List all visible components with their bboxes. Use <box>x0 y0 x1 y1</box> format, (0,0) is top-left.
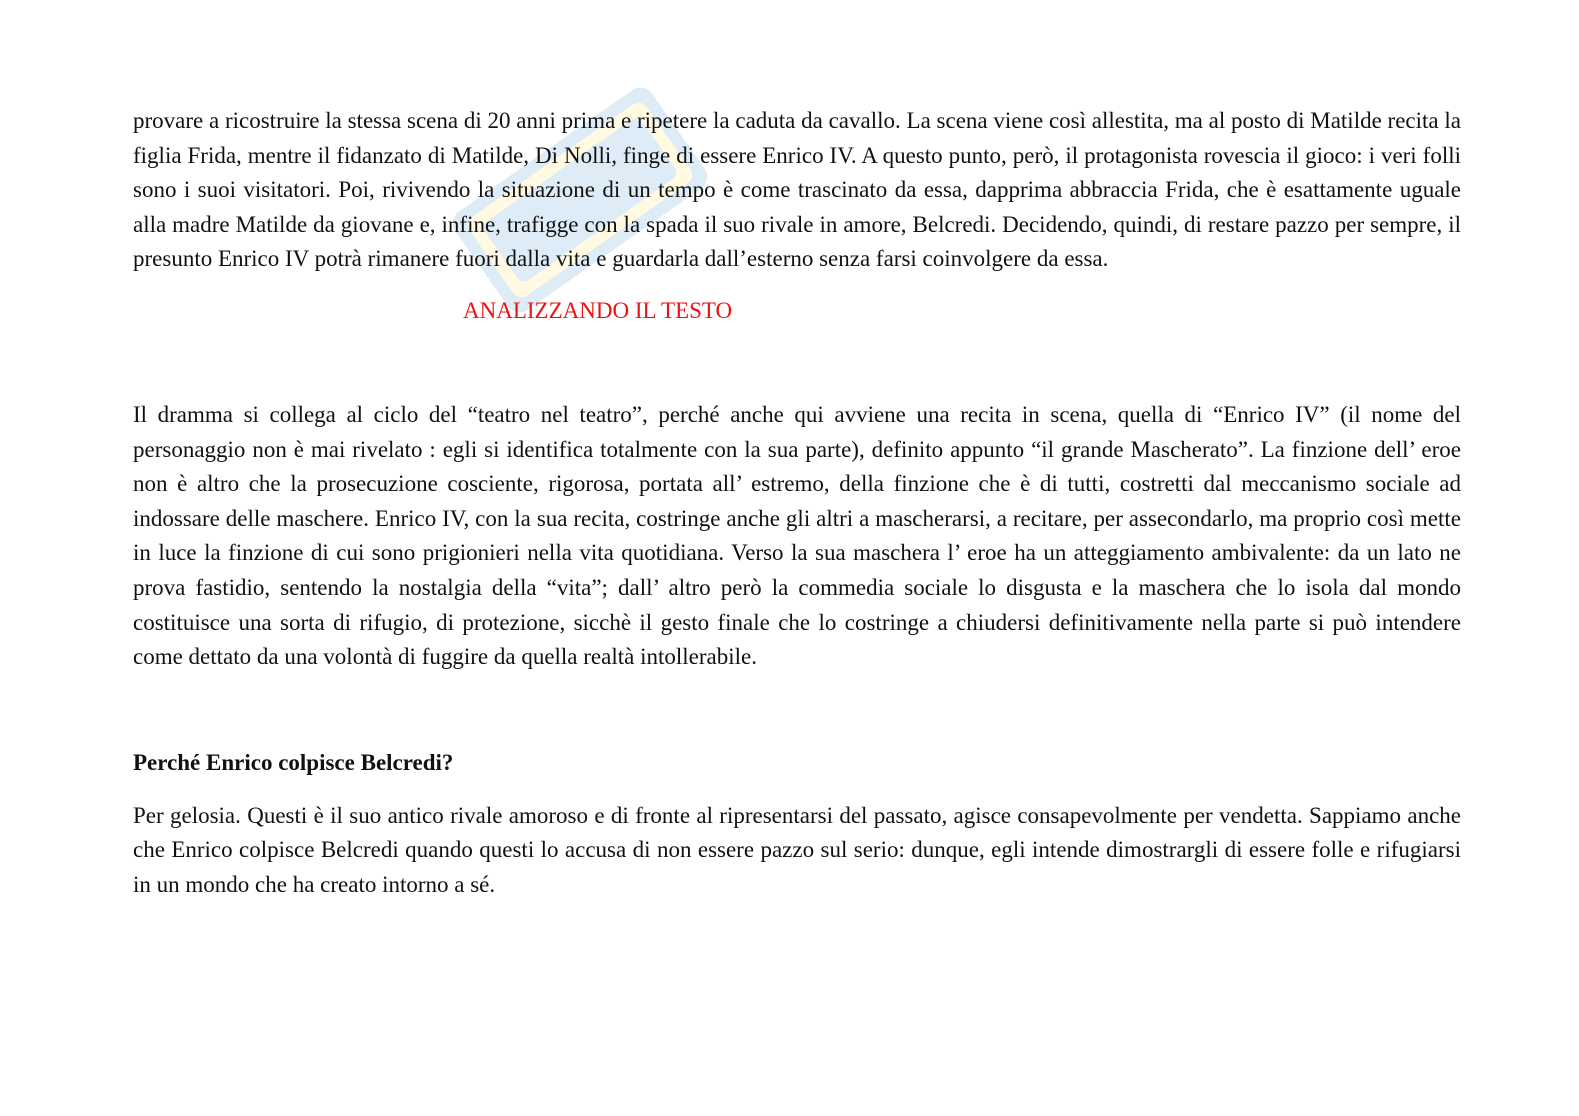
paragraph-plot-summary: provare a ricostruire la stessa scena di 20 anni prima e ripetere la caduta da cavallo. La scena viene così allestita, ma al posto di Matilde recita la figlia Frida, mentre il fidanzato di Matilde, Di Nolli, finge di essere Enrico IV. A questo punto, però, il protagonista rovescia il gioco: i veri folli sono i suoi visitatori. Poi, rivivendo la situazione di un tempo è come trascinato da essa, dapprima abbraccia Frida, che è esattamente uguale alla madre Matilde da giovane e, infine, trafigge con la spada il suo rivale in amore, Belcredi. Decidendo, quindi, di restare pazzo per sempre, il presunto Enrico IV potrà rimanere fuori dalla vita e guardarla dall’esterno senza farsi coinvolgere da essa. <box>133 108 1461 272</box>
paragraph-analysis: Il dramma si collega al ciclo del “teatro nel teatro”, perché anche qui avviene una recita in scena, quella di “Enrico IV” (il nome del personaggio non è mai rivelato : egli si identifica totalmente con la sua parte), definito appunto “il grande Mascherato”. La finzione dell’ eroe non è altro che la prosecuzione cosciente, rigorosa, portata all’ estremo, della finzione che è di tutti, costretti dal meccanismo sociale ad indossare delle maschere. Enrico IV, con la sua recita, costringe anche gli altri a mascherarsi, a recitare, per assecondarlo, ma proprio così mette in luce la finzione di cui sono prigionieri nella vita quotidiana. Verso la sua maschera l’ eroe ha un atteggiamento ambivalente: da un lato ne prova fastidio, sentendo la nostalgia della “vita”; dall’ altro però la commedia sociale lo disgusta e la maschera che lo isola dal mondo costituisce una sorta di rifugio, di protezione, sicchè il gesto finale che lo costringe a chiudersi definitivamente nella parte si può intendere come dettato da una volontà di fuggire da quella realtà intollerabile. <box>133 401 1461 670</box>
section-heading: ANALIZZANDO IL TESTO <box>463 297 733 323</box>
document-body <box>133 104 1461 903</box>
paragraph-answer: Per gelosia. Questi è il suo antico rivale amoroso e di fronte al ripresentarsi del passato, agisce consapevolmente per vendetta. Sappiamo anche che Enrico colpisce Belcredi quando questi lo accusa di non essere pazzo sul serio: dunque, egli intende dimostrargli di essere folle e rifugiarsi in un mondo che ha creato intorno a sé. <box>133 802 1461 897</box>
question-heading: Perché Enrico colpisce Belcredi? <box>133 749 454 775</box>
